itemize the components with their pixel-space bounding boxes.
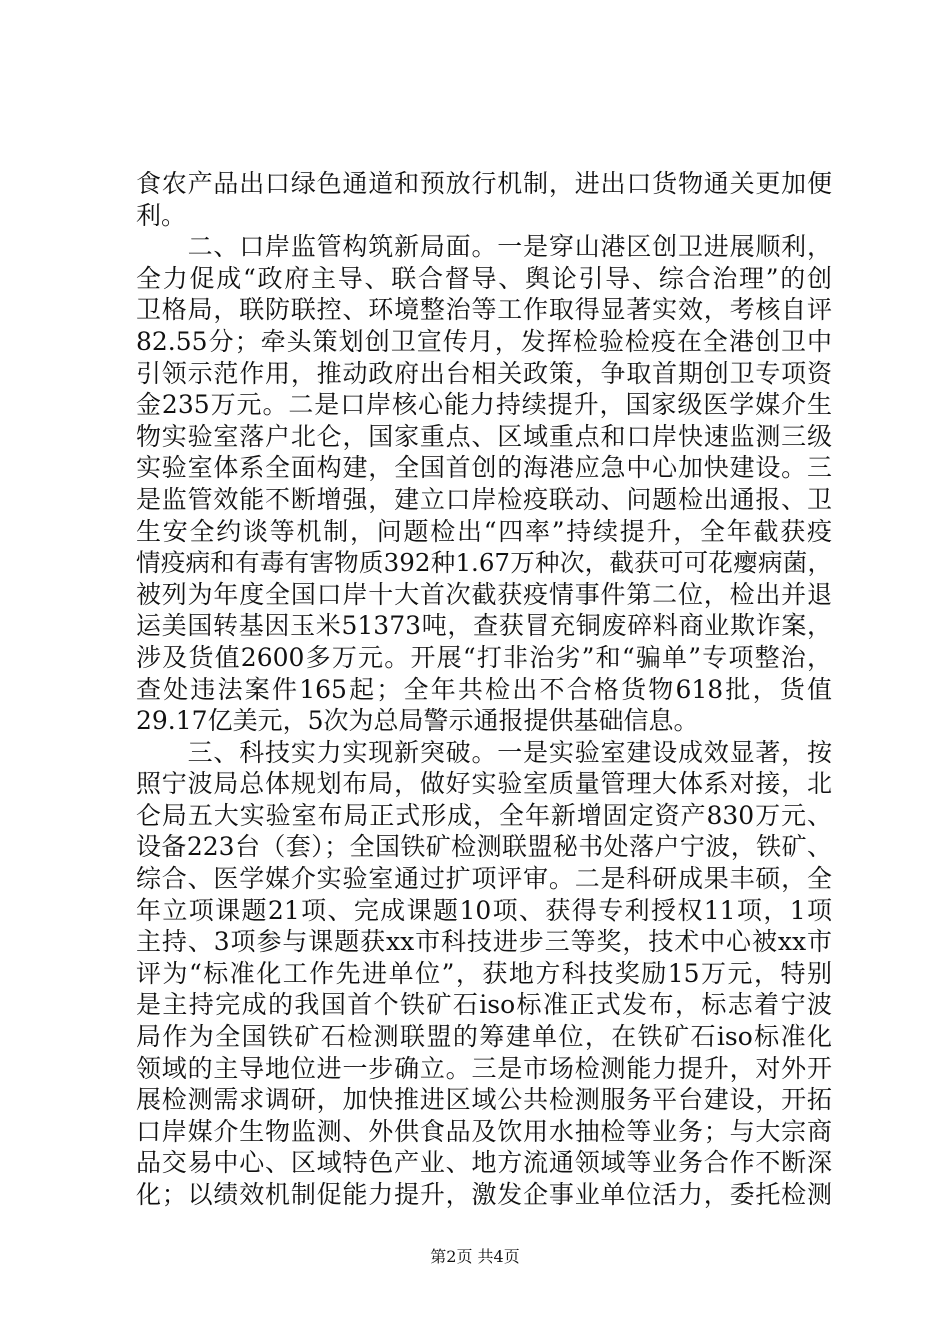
text-line: 金235万元。二是口岸核心能力持续提升，国家级医学媒介生 (136, 390, 832, 420)
text-line: 仑局五大实验室布局正式形成，全年新增固定资产830万元、 (136, 800, 832, 830)
text-line: 局作为全国铁矿石检测联盟的筹建单位，在铁矿石iso标准化 (136, 1022, 832, 1052)
text-line: 查处违法案件165起；全年共检出不合格货物618批，货值 (136, 674, 832, 704)
text-line: 生安全约谈等机制，问题检出“四率”持续提升，全年截获疫 (136, 516, 832, 546)
text-line: 评为“标准化工作先进单位”，获地方科技奖励15万元，特别 (136, 958, 832, 988)
text-line: 品交易中心、区域特色产业、地方流通领域等业务合作不断深 (136, 1148, 832, 1178)
text-line: 运美国转基因玉米51373吨，查获冒充铜废碎料商业欺诈案， (136, 611, 832, 641)
text-line: 82.55分；牵头策划创卫宣传月，发挥检验检疫在全港创卫中 (136, 326, 832, 356)
text-line: 被列为年度全国口岸十大首次截获疫情事件第二位，检出并退 (136, 579, 832, 609)
document-body (136, 168, 832, 1211)
text-line: 领域的主导地位进一步确立。三是市场检测能力提升，对外开 (136, 1053, 832, 1083)
text-line: 食农产品出口绿色通道和预放行机制，进出口货物通关更加便 (136, 169, 832, 198)
text-line: 口岸媒介生物监测、外供食品及饮用水抽检等业务；与大宗商 (136, 1116, 832, 1146)
text-line: 利。 (136, 200, 187, 230)
text-line: 主持、3项参与课题获xx市科技进步三等奖，技术中心被xx市 (136, 927, 832, 957)
text-line: 涉及货值2600多万元。开展“打非治劣”和“骗单”专项整治， (136, 642, 832, 672)
text-line: 照宁波局总体规划布局，做好实验室质量管理大体系对接，北 (136, 769, 832, 799)
text-line: 三、科技实力实现新突破。一是实验室建设成效显著，按 (136, 737, 832, 767)
text-line: 是监管效能不断增强，建立口岸检疫联动、问题检出通报、卫 (136, 484, 832, 514)
text-line: 是主持完成的我国首个铁矿石iso标准正式发布，标志着宁波 (136, 990, 832, 1020)
text-line: 实验室体系全面构建，全国首创的海港应急中心加快建设。三 (136, 453, 832, 483)
text-line: 物实验室落户北仑，国家重点、区域重点和口岸快速监测三级 (136, 421, 832, 451)
text-line: 全力促成“政府主导、联合督导、舆论引导、综合治理”的创 (136, 263, 832, 293)
text-line: 卫格局，联防联控、环境整治等工作取得显著实效，考核自评 (136, 295, 832, 325)
text-line: 综合、医学媒介实验室通过扩项评审。二是科研成果丰硕，全 (136, 864, 832, 894)
text-line: 设备223台（套）；全国铁矿检测联盟秘书处落户宁波，铁矿、 (136, 832, 832, 862)
text-line: 化；以绩效机制促能力提升，激发企事业单位活力，委托检测 (136, 1180, 832, 1209)
text-line: 展检测需求调研，加快推进区域公共检测服务平台建设，开拓 (136, 1085, 832, 1115)
text-line: 年立项课题21项、完成课题10项、获得专利授权11项，1项 (136, 895, 832, 925)
page-footer: 第2页 共4页 (430, 1247, 520, 1266)
text-line: 二、口岸监管构筑新局面。一是穿山港区创卫进展顺利， (136, 232, 832, 262)
text-line: 情疫病和有毒有害物质392种1.67万种次，截获可可花瘿病菌， (136, 548, 832, 578)
text-line: 引领示范作用，推动政府出台相关政策，争取首期创卫专项资 (136, 358, 832, 388)
text-line: 29.17亿美元，5次为总局警示通报提供基础信息。 (136, 706, 699, 736)
